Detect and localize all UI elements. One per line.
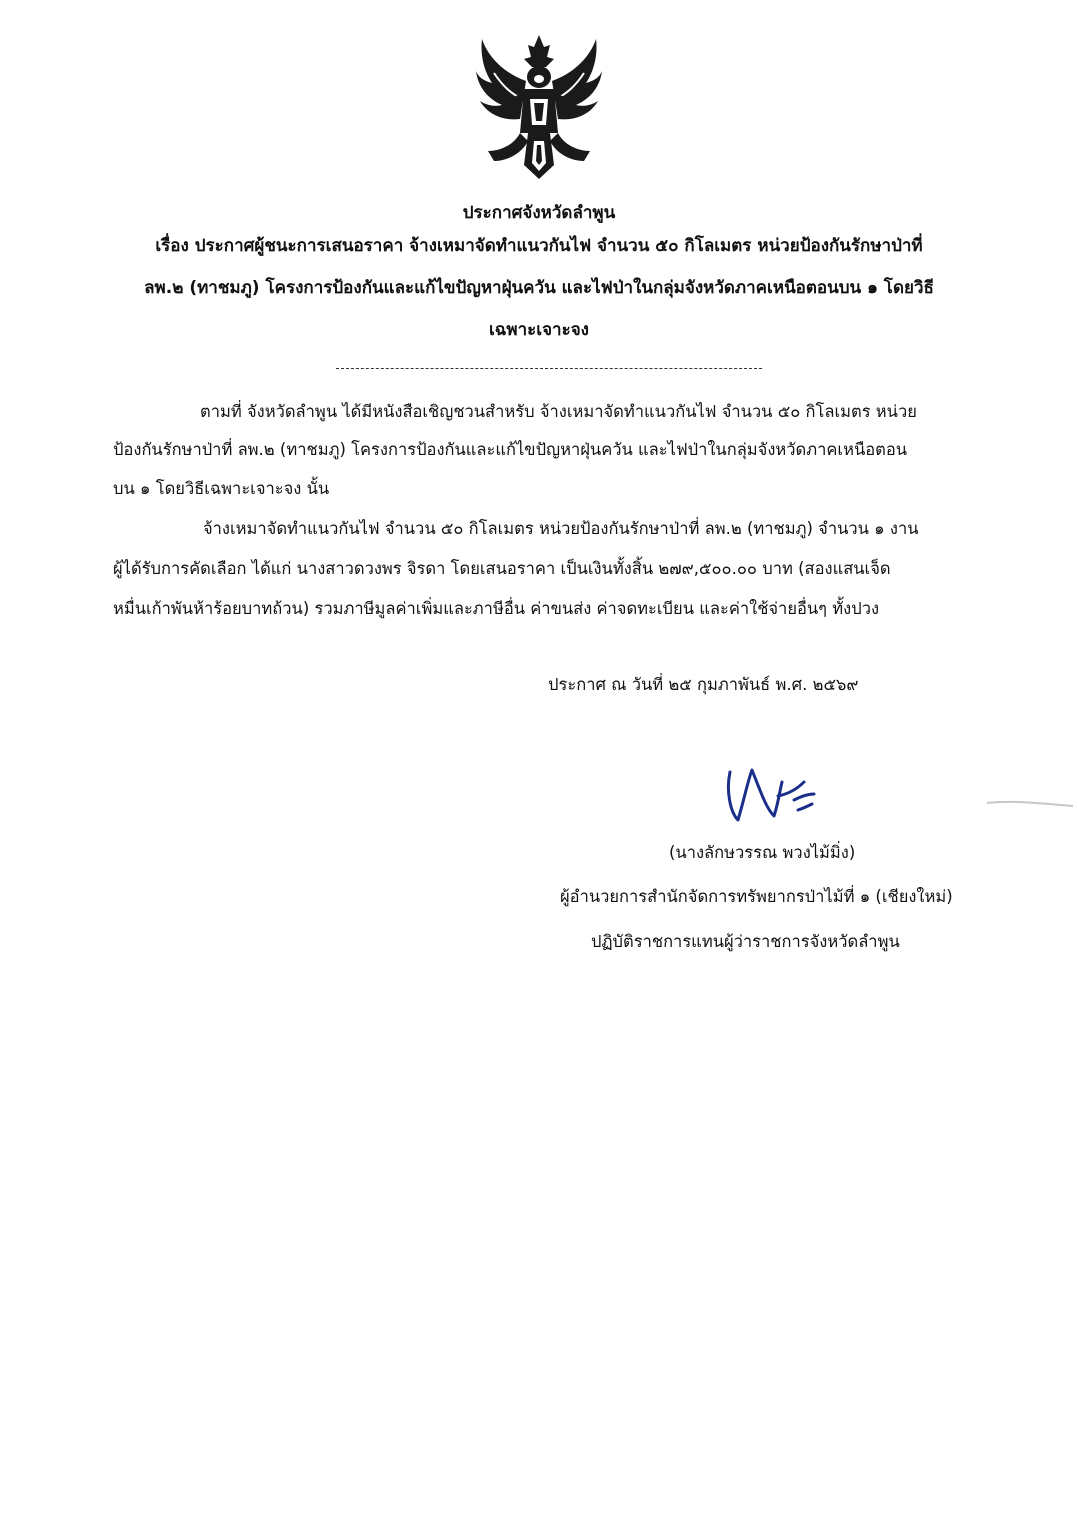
garuda-emblem-icon [474, 33, 604, 183]
paragraph-1-line-3: บน ๑ โดยวิธีเฉพาะเจาะจง นั้น [113, 479, 330, 498]
subject-line-3: เฉพาะเจาะจง [489, 320, 589, 340]
paragraph-2-line-1: จ้างเหมาจัดทำแนวกันไฟ จำนวน ๕๐ กิโลเมตร หน่วยป้องกันรักษาป่าที่ ลพ.๒ (ทาชมภู) จำนวน ๑ งาน [203, 519, 919, 538]
paragraph-2-line-2: ผู้ได้รับการคัดเลือก ได้แก่ นางสาวดวงพร จิรดา โดยเสนอราคา เป็นเงินทั้งสิ้น ๒๗๙,๕๐๐.๐๐ บาท (สองแสนเจ็ด [113, 559, 891, 578]
separator-line [336, 368, 762, 369]
subject-line-2: ลพ.๒ (ทาชมภู) โครงการป้องกันและแก้ไขปัญหาฝุ่นควัน และไฟป่าในกลุ่มจังหวัดภาคเหนือตอนบน ๑ โดยวิธี [144, 278, 934, 298]
scan-mark [985, 798, 1075, 808]
signature-icon [716, 760, 826, 830]
signatory-position-1: ผู้อำนวยการสำนักจัดการทรัพยากรป่าไม้ที่ ๑ (เชียงใหม่) [560, 887, 953, 906]
paragraph-1-line-2: ป้องกันรักษาป่าที่ ลพ.๒ (ทาชมภู) โครงการป้องกันและแก้ไขปัญหาฝุ่นควัน และไฟป่าในกลุ่มจังหวัดภาคเหนือตอน [113, 440, 908, 459]
announcement-office: ประกาศจังหวัดลำพูน [462, 203, 616, 223]
paragraph-1-line-1: ตามที่ จังหวัดลำพูน ได้มีหนังสือเชิญชวนสำหรับ จ้างเหมาจัดทำแนวกันไฟ จำนวน ๕๐ กิโลเมตร หน่วย [200, 402, 917, 421]
signatory-name: (นางลักษวรรณ พวงไม้มิ่ง) [669, 843, 856, 862]
announcement-date: ประกาศ ณ วันที่ ๒๕ กุมภาพันธ์ พ.ศ. ๒๕๖๙ [548, 675, 859, 694]
signatory-position-2: ปฏิบัติราชการแทนผู้ว่าราชการจังหวัดลำพูน [591, 932, 900, 951]
subject-line-1: เรื่อง ประกาศผู้ชนะการเสนอราคา จ้างเหมาจัดทำแนวกันไฟ จำนวน ๕๐ กิโลเมตร หน่วยป้องกันรักษาป่าที่ [155, 236, 923, 256]
paragraph-2-line-3: หมื่นเก้าพันห้าร้อยบาทถ้วน) รวมภาษีมูลค่าเพิ่มและภาษีอื่น ค่าขนส่ง ค่าจดทะเบียน และค่าใช้จ่ายอื่นๆ ทั้งปวง [113, 599, 880, 618]
